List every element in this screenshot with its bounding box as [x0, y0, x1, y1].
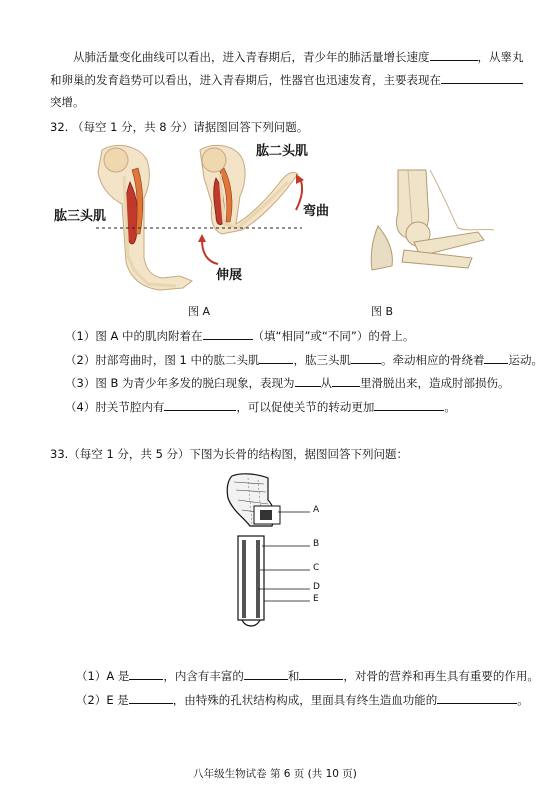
- answer-blank[interactable]: [430, 48, 478, 61]
- extend-arrow-icon: [202, 240, 218, 264]
- bone-label-c: C: [313, 563, 320, 573]
- page-footer: 八年级生物试卷 第 6 页 (共 10 页): [193, 768, 357, 780]
- q32-item-2: （2）肘部弯曲时，图 1 中的肱二头肌 ，肱三头肌 。牵动相应的骨绕着 运动。: [65, 353, 543, 367]
- paragraph-line-1: 从肺活量变化曲线可以看出，进入青春期后，青少年的肺活量增长速度 ，从睾丸: [73, 50, 524, 64]
- answer-blank[interactable]: [299, 667, 343, 680]
- q32-item-1: （1）图 A 中的肌肉附着在 （填“相同”或“不同”）的骨上。: [65, 329, 415, 343]
- answer-blank[interactable]: [129, 667, 163, 680]
- question-32-heading: 32. （每空 1 分，共 8 分）请据图回答下列问题。: [50, 120, 309, 134]
- answer-blank[interactable]: [374, 398, 444, 411]
- paragraph-line-2: 和卵巢的发育趋势可以看出，进入青春期后，性器官也迅速发育，主要表现在: [50, 71, 523, 88]
- answer-blank[interactable]: [295, 374, 321, 387]
- bone-label-a: A: [313, 505, 320, 515]
- q33-item-2: （2）E 是 ，由特殊的孔状结构构成，里面具有终生造血功能的 。: [76, 693, 529, 707]
- q32-item-4: （4）肘关节腔内有 ，可以促使关节的转动更加 。: [65, 400, 456, 414]
- long-bone-structure-diagram: [218, 470, 338, 630]
- answer-blank[interactable]: [351, 351, 381, 364]
- bone-label-b: B: [313, 539, 320, 549]
- question-33-heading: 33.（每空 1 分，共 5 分）下图为长骨的结构图，据图回答下列问题：: [50, 447, 409, 461]
- arm-extended-drawing: [98, 145, 192, 290]
- answer-blank[interactable]: [244, 667, 288, 680]
- answer-blank[interactable]: [484, 351, 508, 364]
- q33-item-1: （1）A 是 ，内含有丰富的 和 ，对骨的营养和再生具有重要的作用。: [76, 669, 539, 683]
- figure-b-elbow-illustration: [368, 166, 498, 296]
- label-bend: 弯曲: [303, 204, 330, 219]
- answer-blank[interactable]: [164, 398, 236, 411]
- answer-blank[interactable]: [332, 374, 360, 387]
- answer-blank[interactable]: [203, 327, 253, 340]
- caption-figure-b: 图 B: [371, 305, 394, 318]
- q32-item-3: （3）图 B 为青少年多发的脱臼现象，表现为 从 里滑脱出来，造成肘部损伤。: [65, 376, 510, 390]
- answer-blank[interactable]: [129, 691, 173, 704]
- bone-label-e: E: [313, 594, 319, 604]
- paragraph-line-3: 突增。: [50, 95, 85, 109]
- answer-blank[interactable]: [441, 71, 523, 84]
- label-extend: 伸展: [216, 268, 243, 283]
- answer-blank[interactable]: [437, 691, 517, 704]
- label-biceps: 肱二头肌: [256, 144, 309, 159]
- label-triceps: 肱三头肌: [54, 209, 107, 224]
- bone-label-d: D: [313, 582, 320, 592]
- caption-figure-a: 图 A: [188, 305, 211, 318]
- answer-blank[interactable]: [259, 351, 293, 364]
